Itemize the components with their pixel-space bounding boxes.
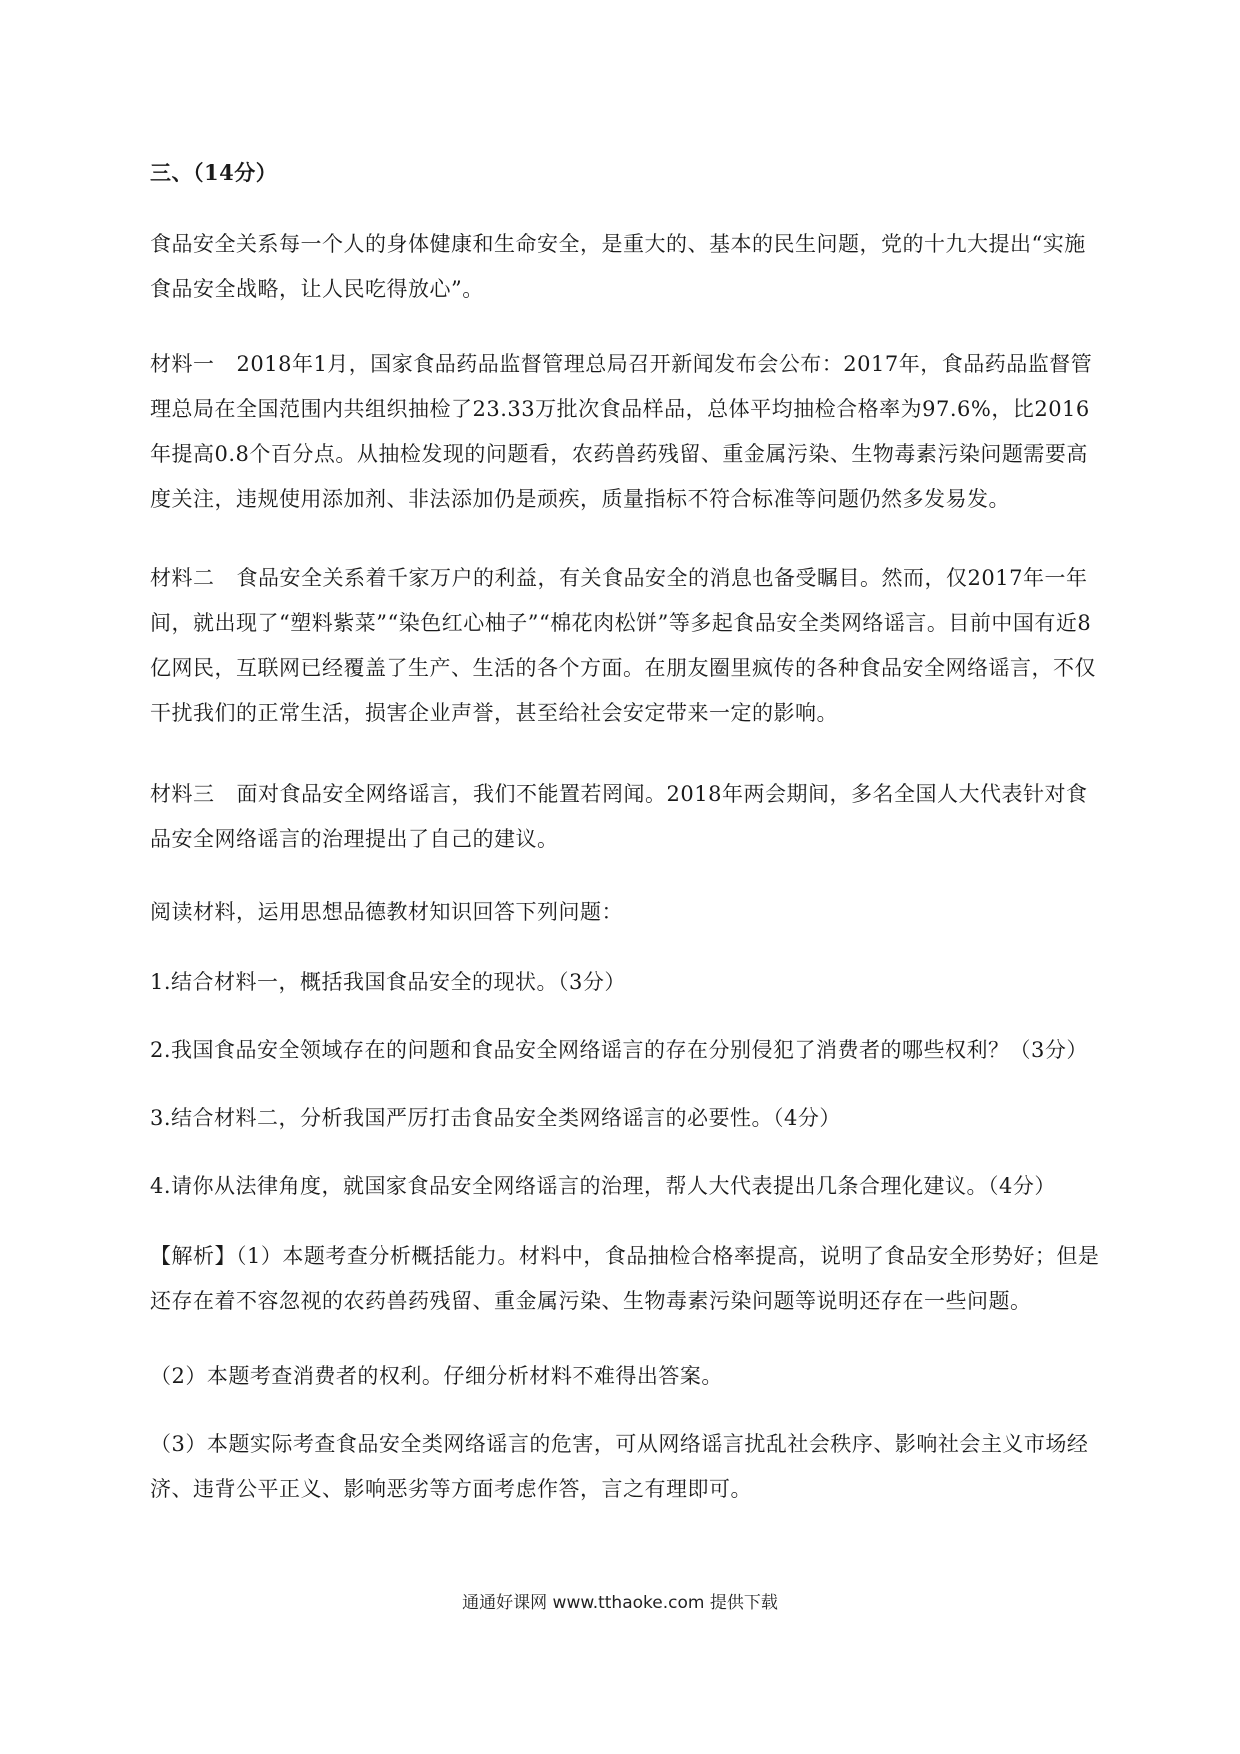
question: 4.请你从法律角度，就国家食品安全网络谣言的治理，帮人大代表提出几条合理化建议。（4分） bbox=[150, 1174, 1056, 1198]
material-text: 面对食品安全网络谣言，我们不能置若罔闻。2018年两会期间，多名全国人大代表针对食品安全网络谣言的治理提出了自己的建议。 bbox=[150, 782, 1088, 851]
material-text: 2018年1月，国家食品药品监督管理总局召开新闻发布会公布：2017年，食品药品监督管理总局在全国范围内共组织抽检了23.33万批次食品样品，总体平均抽检合格率为97.6%，比2016年提高0.8个百分点。从抽检发现的问题看，农药兽药残留、重金属污染、生物毒素污染问题需要高度关注，违规使用添加剂、非法添加仍是顽疾，质量指标不符合标准等问题仍然多发易发。 bbox=[150, 352, 1093, 511]
material-label: 材料一 bbox=[150, 352, 215, 376]
material-text: 食品安全关系着千家万户的利益，有关食品安全的消息也备受瞩目。然而，仅2017年一年间，就出现了“塑料紫菜”“染色红心柚子”“棉花肉松饼”等多起食品安全类网络谣言。目前中国有近8亿网民，互联网已经覆盖了生产、生活的各个方面。在朋友圈里疯传的各种食品安全网络谣言，不仅干扰我们的正常生活，损害企业声誉，甚至给社会安定带来一定的影响。 bbox=[150, 566, 1096, 725]
analysis-paragraph: （3）本题实际考查食品安全类网络谣言的危害，可从网络谣言扰乱社会秩序、影响社会主义市场经济、违背公平正义、影响恶劣等方面考虑作答，言之有理即可。 bbox=[150, 1432, 1089, 1501]
material-paragraph bbox=[150, 772, 1100, 862]
page-footer: 通通好课网 www.tthaoke.com 提供下载 bbox=[462, 1593, 778, 1613]
material-label: 材料三 bbox=[150, 782, 215, 806]
instructions: 阅读材料，运用思想品德教材知识回答下列问题： bbox=[150, 900, 623, 924]
intro-paragraph: 食品安全关系每一个人的身体健康和生命安全，是重大的、基本的民生问题，党的十九大提出“实施食品安全战略，让人民吃得放心”。 bbox=[150, 232, 1086, 301]
question: 3.结合材料二，分析我国严厉打击食品安全类网络谣言的必要性。（4分） bbox=[150, 1106, 841, 1130]
section-heading: 三、（14分） bbox=[150, 160, 278, 185]
material-label: 材料二 bbox=[150, 566, 215, 590]
question: 2.我国食品安全领域存在的问题和食品安全网络谣言的存在分别侵犯了消费者的哪些权利？（3分） bbox=[150, 1038, 1088, 1062]
analysis-paragraph: （2）本题考查消费者的权利。仔细分析材料不难得出答案。 bbox=[150, 1364, 723, 1388]
material-paragraph bbox=[150, 556, 1100, 736]
material-paragraph bbox=[150, 342, 1100, 522]
analysis-paragraph: 【解析】（1）本题考查分析概括能力。材料中，食品抽检合格率提高，说明了食品安全形势好；但是还存在着不容忽视的农药兽药残留、重金属污染、生物毒素污染问题等说明还存在一些问题。 bbox=[150, 1244, 1100, 1313]
question: 1.结合材料一，概括我国食品安全的现状。（3分） bbox=[150, 970, 626, 994]
